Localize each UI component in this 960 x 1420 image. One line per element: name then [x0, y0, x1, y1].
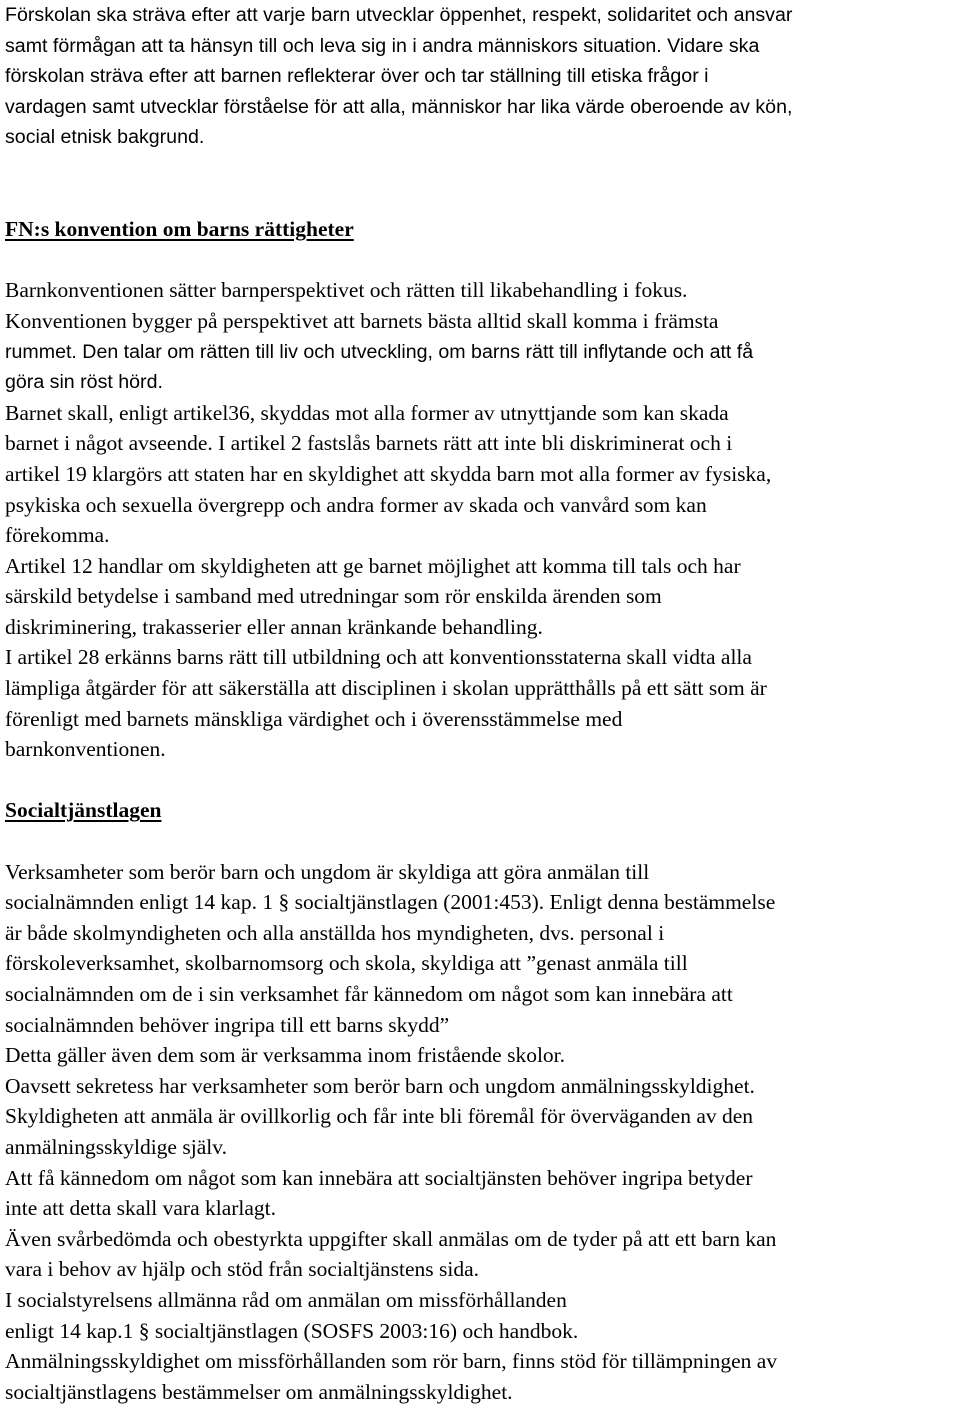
text-line: lämpliga åtgärder för att säkerställa att disciplinen i skolan upprätthålls på ett sätt som är — [5, 676, 767, 701]
text-line: Konventionen bygger på perspektivet att barnets bästa alltid skall komma i främsta — [5, 308, 719, 333]
text-line: Förskolan ska sträva efter att varje barn utvecklar öppenhet, respekt, solidaritet och ansvar — [5, 4, 793, 26]
text-line: göra sin röst hörd. — [5, 371, 163, 394]
text-line: I socialstyrelsens allmänna råd om anmälan om missförhållanden — [5, 1287, 567, 1312]
text-line: psykiska och sexuella övergrepp och andra former av skada och vanvård som kan — [5, 492, 707, 517]
document-page — [5, 0, 957, 1407]
text-line: förekomma. — [5, 523, 110, 548]
text-line: socialnämnden behöver ingripa till ett barns skydd” — [5, 1012, 450, 1037]
fn-section-body — [5, 275, 957, 765]
text-line: förskolan sträva efter att barnen reflekterar över och tar ställning till etiska frågor i — [5, 65, 709, 88]
text-line: artikel 19 klargörs att staten har en skyldighet att skydda barn mot alla former av fysiska, — [5, 461, 772, 486]
spacer — [5, 153, 957, 214]
spacer — [5, 245, 957, 276]
text-line: samt förmågan att ta hänsyn till och leva sig in i andra människors situation. Vidare ska — [5, 34, 760, 57]
text-line: vara i behov av hjälp och stöd från socialtjänstens sida. — [5, 1257, 480, 1282]
text-line: Att få kännedom om något som kan innebära att socialtjänsten behöver ingripa betyder — [5, 1165, 753, 1190]
text-line: I artikel 28 erkänns barns rätt till utbildning och att konventionsstaterna skall vidta alla — [5, 645, 752, 670]
spacer — [5, 826, 957, 857]
text-line: social etnisk bakgrund. — [5, 126, 205, 149]
text-line: Anmälningsskyldighet om missförhållanden som rör barn, finns stöd för tillämpningen av — [5, 1349, 778, 1374]
text-line: enligt 14 kap.1 § socialtjänstlagen (SOSFS 2003:16) och handbok. — [5, 1318, 579, 1343]
text-line: rummet. Den talar om rätten till liv och utveckling, om barns rätt till inflytande och att få — [5, 340, 754, 363]
text-line: Barnkonventionen sätter barnperspektivet och rätten till likabehandling i fokus. — [5, 278, 688, 303]
text-line: barnkonventionen. — [5, 737, 166, 762]
sol-section-body — [5, 857, 957, 1408]
text-line: Artikel 12 handlar om skyldigheten att ge barnet möjlighet att komma till tals och har — [5, 553, 741, 578]
intro-paragraph — [5, 0, 957, 153]
text-line: socialtjänstlagens bestämmelser om anmälningsskyldighet. — [5, 1379, 513, 1404]
text-line: Oavsett sekretess har verksamheter som berör barn och ungdom anmälningsskyldighet. — [5, 1073, 755, 1098]
text-line: inte att detta skall vara klarlagt. — [5, 1196, 277, 1221]
text-line: barnet i något avseende. I artikel 2 fastslås barnets rätt att inte bli diskriminerat och i — [5, 431, 733, 456]
text-line: socialnämnden enligt 14 kap. 1 § socialtjänstlagen (2001:453). Enligt denna bestämmelse — [5, 890, 776, 915]
text-line: Detta gäller även dem som är verksamma inom fristående skolor. — [5, 1043, 566, 1068]
text-line: Skyldigheten att anmäla är ovillkorlig och får inte bli föremål för överväganden av den — [5, 1104, 754, 1129]
spacer — [5, 765, 957, 796]
text-line: är både skolmyndigheten och alla anställda hos myndigheten, dvs. personal i — [5, 920, 665, 945]
fn-section-heading: FN:s konvention om barns rättigheter — [5, 217, 354, 242]
sol-section-heading: Socialtjänstlagen — [5, 798, 162, 823]
text-line: anmälningsskyldige själv. — [5, 1134, 227, 1159]
text-line: Även svårbedömda och obestyrkta uppgifter skall anmälas om de tyder på att ett barn kan — [5, 1226, 777, 1251]
text-line: socialnämnden om de i sin verksamhet får kännedom om något som kan innebära att — [5, 982, 733, 1006]
text-line: vardagen samt utvecklar förståelse för att alla, människor har lika värde oberoende av kön, — [5, 95, 793, 118]
text-line: Barnet skall, enligt artikel36, skyddas mot alla former av utnyttjande som kan skada — [5, 400, 729, 425]
text-line: diskriminering, trakasserier eller annan kränkande behandling. — [5, 614, 543, 639]
text-line: förskoleverksamhet, skolbarnomsorg och skola, skyldiga att ”genast anmäla till — [5, 951, 688, 976]
text-line: förenligt med barnets mänskliga värdighet och i överensstämmelse med — [5, 706, 623, 731]
text-line: särskild betydelse i samband med utredningar som rör enskilda ärenden som — [5, 584, 662, 609]
text-line: Verksamheter som berör barn och ungdom är skyldiga att göra anmälan till — [5, 859, 650, 884]
